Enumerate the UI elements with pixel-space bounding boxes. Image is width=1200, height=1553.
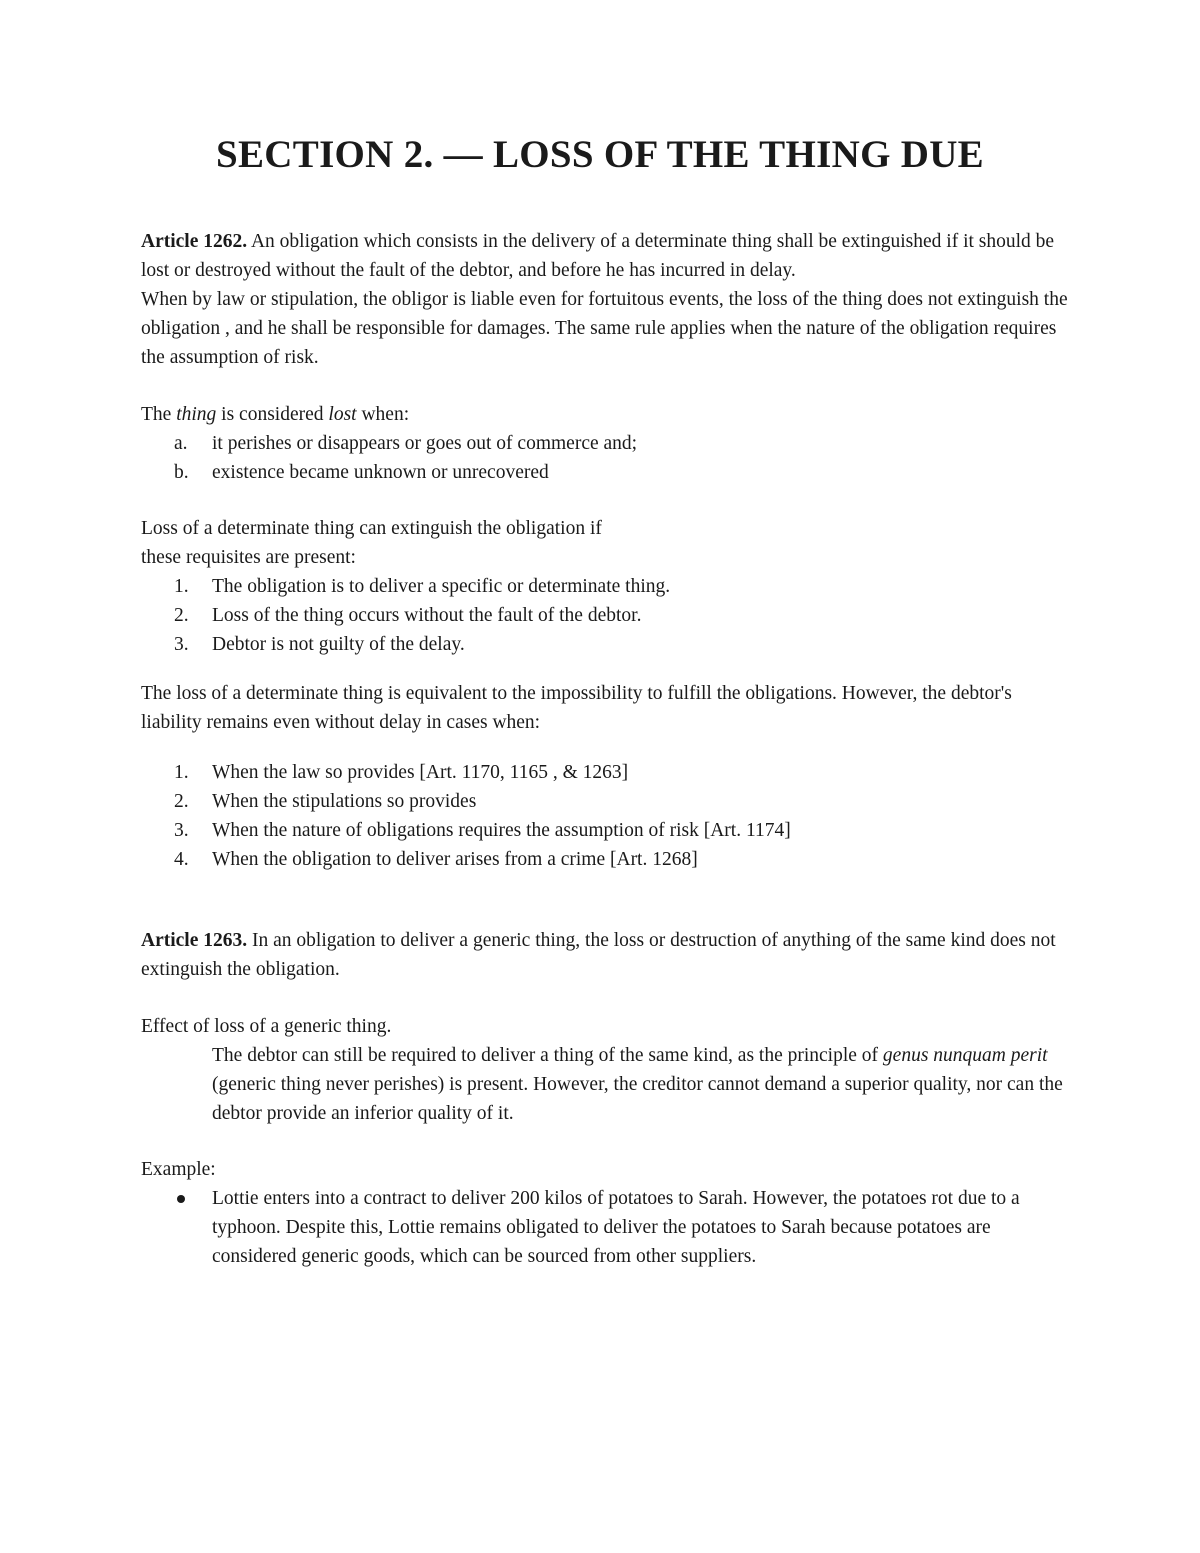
- list-item: [141, 630, 1071, 659]
- generic-effect-post: (generic thing never perishes) is present. However, the creditor cannot demand a superior quality, nor can the debtor provide an inferior quality of it.: [212, 1074, 1063, 1124]
- list-item: [141, 458, 1071, 487]
- list-item: [141, 572, 1071, 601]
- generic-effect-section: [141, 1012, 1071, 1128]
- list-marker: 1.: [174, 762, 189, 783]
- list-marker: b.: [174, 462, 189, 483]
- list-item: [141, 758, 1071, 787]
- example-section: [141, 1155, 1071, 1271]
- lost-definition-intro: [141, 400, 1071, 429]
- lost-intro-post: when:: [356, 404, 410, 425]
- requisites-section: [141, 514, 1071, 659]
- list-marker: 3.: [174, 820, 189, 841]
- list-item: [141, 429, 1071, 458]
- list-item-text: existence became unknown or unrecovered: [212, 462, 549, 483]
- list-marker: 3.: [174, 634, 189, 655]
- lost-intro-pre: The: [141, 404, 177, 425]
- list-item-text: When the nature of obligations requires the assumption of risk [Art. 1174]: [212, 820, 791, 841]
- example-heading: Example:: [141, 1159, 216, 1180]
- list-marker: 4.: [174, 849, 189, 870]
- requisites-line-2: these requisites are present:: [141, 547, 356, 568]
- list-item-text: The obligation is to deliver a specific or determinate thing.: [212, 576, 671, 597]
- list-item-text: Lottie enters into a contract to deliver 200 kilos of potatoes to Sarah. However, the potatoes rot due to a typhoon. Despite this, Lottie remains obligated to deliver the potatoes to Sarah because potatoes are considered generic goods, which can be sourced from other suppliers.: [212, 1188, 1020, 1267]
- list-item-text: When the law so provides [Art. 1170, 1165 , & 1263]: [212, 762, 629, 783]
- article-1263-heading: Article 1263.: [141, 930, 248, 951]
- article-1262: [141, 227, 1071, 372]
- list-item: [141, 816, 1071, 845]
- list-item: [141, 601, 1071, 630]
- lost-conditions-list: [141, 429, 1071, 487]
- liability-cases-list: [141, 758, 1071, 874]
- generic-effect-pre: The debtor can still be required to deliver a thing of the same kind, as the principle of: [212, 1045, 883, 1066]
- list-marker: 1.: [174, 576, 189, 597]
- liability-intro: The loss of a determinate thing is equivalent to the impossibility to fulfill the obligations. However, the debtor's liability remains even without delay in cases when:: [141, 683, 1012, 733]
- lost-intro-lost: lost: [328, 404, 357, 425]
- list-item: [141, 787, 1071, 816]
- list-marker: a.: [174, 433, 188, 454]
- liability-section: [141, 679, 1071, 874]
- bullet-icon: [177, 1195, 185, 1203]
- list-marker: 2.: [174, 791, 189, 812]
- requisites-list: [141, 572, 1071, 659]
- generic-effect-paragraph: [141, 1041, 1071, 1128]
- article-1262-heading: Article 1262.: [141, 231, 248, 252]
- list-item-text: it perishes or disappears or goes out of commerce and;: [212, 433, 638, 454]
- list-marker: 2.: [174, 605, 189, 626]
- article-1263: [141, 926, 1071, 984]
- article-1263-paragraph: [141, 926, 1071, 984]
- lost-definition: [141, 400, 1071, 487]
- list-item-text: Debtor is not guilty of the delay.: [212, 634, 465, 655]
- generic-effect-heading: Effect of loss of a generic thing.: [141, 1016, 392, 1037]
- section-title: SECTION 2. — LOSS OF THE THING DUE: [215, 133, 984, 176]
- requisites-line-1: Loss of a determinate thing can extinguish the obligation if: [141, 518, 602, 539]
- list-item-text: Loss of the thing occurs without the fault of the debtor.: [212, 605, 642, 626]
- article-1262-paragraph: [141, 227, 1071, 285]
- lost-intro-thing: thing: [176, 404, 217, 425]
- list-item: [141, 845, 1071, 874]
- article-1262-text: An obligation which consists in the delivery of a determinate thing shall be extinguished if it should be lost or destroyed without the fault of the debtor, and before he has incurred in delay.: [141, 231, 1055, 281]
- article-1262-paragraph-2: When by law or stipulation, the obligor is liable even for fortuitous events, the loss of the thing does not extinguish the obligation , and he shall be responsible for damages. The same rule applies when the nature of the obligation requires the assumption of risk.: [141, 289, 1068, 368]
- list-item-text: When the stipulations so provides: [212, 791, 477, 812]
- example-list: [141, 1184, 1071, 1271]
- lost-intro-mid: is considered: [216, 404, 329, 425]
- list-item-text: When the obligation to deliver arises from a crime [Art. 1268]: [212, 849, 698, 870]
- generic-effect-latin: genus nunquam perit: [882, 1045, 1048, 1066]
- article-1263-text: In an obligation to deliver a generic thing, the loss or destruction of anything of the same kind does not extinguish the obligation.: [141, 930, 1056, 980]
- list-item: [141, 1184, 1071, 1271]
